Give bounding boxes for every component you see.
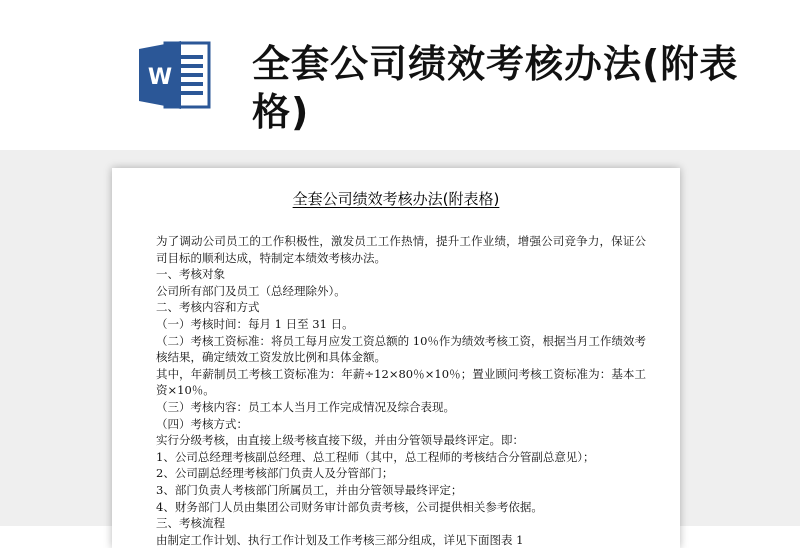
list-item: 3、部门负责人考核部门所属员工，并由分管领导最终评定； (156, 482, 463, 497)
document-page (112, 168, 680, 548)
body-paragraph: 其中，年薪制员工考核工资标准为：年薪÷12×80％×10％；置业顾问考核工资标准为：基本工资×10％。 (156, 366, 646, 398)
intro-paragraph: 为了调动公司员工的工作积极性，激发员工工作热情，提升工作业绩，增强公司竞争力，保证公司目标的顺利达成，特制定本绩效考核办法。 (156, 234, 646, 265)
body-paragraph: 公司所有部门及员工（总经理除外）。 (156, 283, 346, 298)
document-title-text: 全套公司绩效考核办法(附表格) (292, 190, 500, 208)
banner-title: 全套公司绩效考核办法(附表格) (252, 42, 739, 134)
body-paragraph: 由制定工作计划、执行工作计划及工作考核三部分组成，详见下面图表 1 (156, 532, 524, 547)
body-paragraph: （四）考核方式： (156, 416, 248, 431)
list-item: 4、财务部门人员由集团公司财务审计部负责考核，公司提供相关参考依据。 (156, 499, 543, 514)
document-title (112, 188, 680, 209)
section-heading: 一、考核对象 (156, 267, 225, 282)
list-item: 2、公司副总经理考核部门负责人及分管部门； (156, 466, 394, 481)
body-paragraph: （三）考核内容：员工本人当月工作完成情况及综合表现。 (156, 399, 455, 414)
body-paragraph: 实行分级考核，由直接上级考核直接下级，并由分管领导最终评定。即： (156, 433, 524, 448)
body-paragraph: （二）考核工资标准：将员工每月应发工资总额的 10％作为绩效考核工资，根据当月工作绩效考核结果，确定绩效工资发放比例和具体金额。 (156, 333, 646, 365)
svg-text:W: W (147, 65, 173, 90)
document-body (156, 233, 646, 548)
word-document-icon (137, 37, 213, 113)
header-banner (0, 0, 800, 150)
body-paragraph: （一）考核时间：每月 1 日至 31 日。 (156, 316, 354, 331)
section-heading: 二、考核内容和方式 (156, 300, 260, 315)
list-item: 1、公司总经理考核副总经理、总工程师（其中，总工程师的考核结合分管副总意见）； (156, 449, 595, 464)
section-heading: 三、考核流程 (156, 516, 225, 531)
